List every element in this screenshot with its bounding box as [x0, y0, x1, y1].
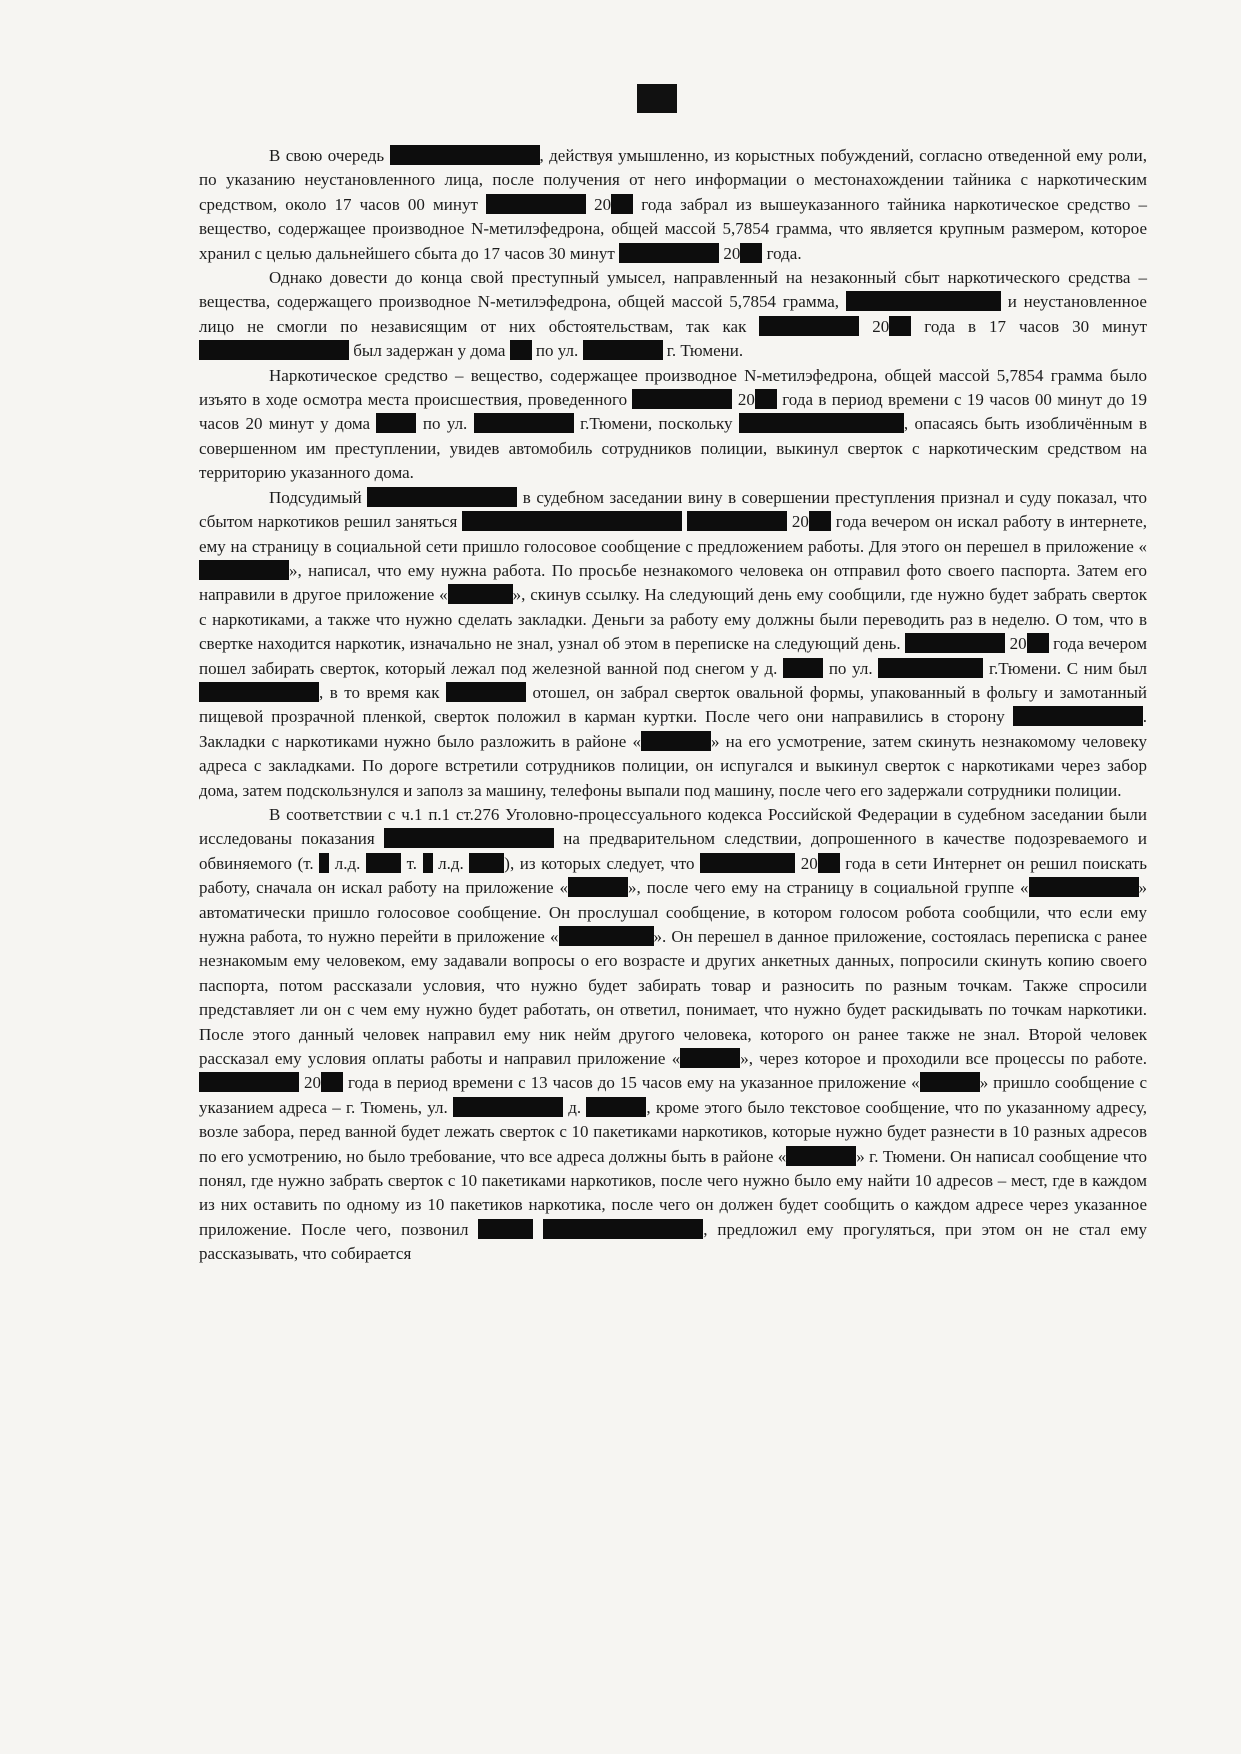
text-run: ), из которых следует, что — [504, 853, 701, 873]
text-run: » пришло сообщение с указанием адреса – г. Тюмень, ул. — [199, 1073, 1148, 1117]
redaction-box — [755, 389, 777, 409]
redaction-box — [199, 560, 289, 580]
text-run: », скинув ссылку. На следующий день ему сообщили, где нужно будет забрать сверток с наркотиками, а также что нужно сделать закладки. Деньги за работу ему должны были переводить раз в неделю. О том, что в свертке находится наркотик, изначально не знал, узнал об этом в переписке на следующий день. — [199, 585, 1147, 654]
redaction-box — [568, 877, 628, 897]
redaction-box — [700, 853, 795, 873]
text-run: » автоматически пришло голосовое сообщение. Он прослушал сообщение, в котором голосом робота сообщили, что если ему нужна работа, то нужно перейти в приложение « — [199, 878, 1148, 946]
text-run: года вечером пошел забирать сверток, который лежал под железной ванной под снегом у д. — [199, 634, 1147, 678]
redaction-box — [632, 389, 732, 409]
text-run: », написал, что ему нужна работа. По просьбе незнакомого человека он отправил фото своего паспорта. Затем его направили в другое приложение « — [199, 560, 1147, 605]
text-run: и неустановленное лицо не смогли по независящим от них обстоятельствам, так как — [199, 292, 1147, 336]
redaction-box — [559, 926, 654, 946]
redaction-box — [846, 291, 1001, 311]
redaction-box — [423, 853, 433, 873]
text-run: В свою очередь — [269, 146, 390, 165]
redaction-box — [687, 511, 787, 531]
text-run: был задержан у дома — [349, 341, 510, 361]
redaction-box — [199, 1072, 299, 1092]
text-run: 20 — [787, 512, 809, 532]
redaction-box — [446, 682, 526, 702]
text-run: . Закладки с наркотиками нужно было разложить в районе « — [199, 707, 1147, 751]
text-run: года в 17 часов 30 минут — [911, 316, 1148, 336]
redaction-box — [462, 511, 682, 531]
text-run: , опасаясь быть изобличённым в совершенном им преступлении, увидев автомобиль сотрудников полиции, выкинул сверток с наркотическим средством на территорию указанного дома. — [199, 414, 1148, 483]
text-run: по ул. — [823, 658, 879, 678]
paragraph — [199, 486, 1147, 803]
text-run: , кроме этого было текстовое сообщение, что по указанному адресу, возле забора, перед ванной будет лежать сверток с 10 пакетиками наркотиков, которые нужно будет разнести в 10 разных адресов по его усмотрению, но было требование, что все адреса должны быть в районе « — [199, 1097, 1147, 1166]
text-run: 20 — [719, 243, 741, 263]
redaction-box — [1013, 706, 1143, 726]
text-run: , действуя умышленно, из корыстных побуждений, согласно отведенной ему роли, по указанию неустановленного лица, после получения от него информации о местонахождении тайника с наркотическим средством, около 17 часов 00 минут — [199, 146, 1148, 214]
text-run: Наркотическое средство – вещество, содержащее производное N-метилэфедрона, общей массой 5,7854 грамма было изъято в ходе осмотра места происшествия, проведенного — [199, 365, 1147, 410]
redaction-box — [384, 828, 554, 848]
redaction-box — [474, 413, 574, 433]
redaction-box — [376, 413, 416, 433]
text-run: Подсудимый — [269, 487, 368, 507]
text-run: года в период времени с 19 часов 00 минут до 19 часов 20 минут у дома — [199, 390, 1148, 434]
redaction-box — [453, 1097, 563, 1117]
text-run: 20 — [859, 316, 890, 336]
document-body — [199, 144, 1147, 1267]
redacted-page-number — [637, 84, 677, 113]
redaction-box — [367, 487, 517, 507]
text-run: » г. Тюмени. Он написал сообщение что понял, где нужно забрать сверток с 10 пакетиками наркотиков, после чего нужно было ему найти 10 адресов – мест, где в каждом из них оставить по одному из 10 пакетиков наркотика, после чего он должен будет сообщить о каждом адресе через указанное приложение. После чего, позвонил — [199, 1146, 1147, 1239]
text-run: на предварительном следствии, допрошенного в качестве подозреваемого и обвиняемого (т. — [199, 829, 1147, 873]
text-run: 20 — [795, 853, 818, 873]
text-run: года. — [762, 243, 802, 263]
redaction-box — [680, 1048, 740, 1068]
text-run: 20 — [732, 390, 755, 410]
redaction-box — [740, 243, 762, 263]
text-run: , в то время как — [319, 682, 447, 702]
redaction-box — [905, 633, 1005, 653]
redaction-box — [759, 316, 859, 336]
text-run: », через которое и проходили все процессы по работе. — [740, 1049, 1147, 1069]
text-run: отошел, он забрал сверток овальной формы, упакованный в фольгу и замотанный пищевой прозрачной пленкой, сверток положил в карман куртки. После чего они направились в сторону — [199, 682, 1147, 727]
redaction-box — [448, 584, 513, 604]
redaction-box — [818, 853, 840, 873]
text-run: 20 — [1005, 634, 1027, 654]
text-run: Однако довести до конца свой преступный умысел, направленный на незаконный сбыт наркотического средства – вещества, содержащего производное N-метилэфедрона, общей массой 5,7854 грамма, — [199, 268, 1147, 312]
redaction-box — [611, 194, 633, 214]
redaction-box — [543, 1219, 703, 1239]
redaction-box — [783, 658, 823, 678]
text-run: года вечером он искал работу в интернете, ему на страницу в социальной сети пришло голосовое сообщение с предложением работы. Для этого он перешел в приложение « — [199, 512, 1148, 556]
redaction-box — [786, 1146, 856, 1166]
redaction-box — [390, 145, 540, 165]
text-run: д. — [562, 1097, 587, 1117]
text-run: т. — [401, 853, 423, 873]
paragraph — [199, 803, 1147, 1267]
text-run: 20 — [299, 1073, 321, 1093]
text-run: года в сети Интернет он решил поискать работу, сначала он искал работу на приложение « — [199, 853, 1148, 898]
redaction-box — [469, 853, 504, 873]
text-run: года в период времени с 13 часов до 15 часов ему на указанное приложение « — [342, 1073, 920, 1093]
text-run — [533, 1220, 543, 1239]
text-run: » на его усмотрение, затем скинуть незнакомому человеку адреса с закладками. По дороге встретили сотрудников полиции, он испугался и выкинул сверток с наркотиками через забор дома, затем подскользнулся и заполз за машину, телефоны выпали под машину, после чего его задержали сотрудники полиции. — [199, 731, 1148, 800]
paragraph — [199, 266, 1147, 364]
redaction-box — [1029, 877, 1139, 897]
redaction-box — [583, 340, 663, 360]
text-run: по ул. — [531, 341, 583, 361]
redaction-box — [586, 1097, 646, 1117]
text-run: года забрал из вышеуказанного тайника наркотическое средство – вещество, содержащее производное N-метилэфедрона, общей массой 5,7854 грамма, что является крупным размером, которое хранил с целью дальнейшего сбыта до 17 часов 30 минут — [199, 194, 1147, 263]
text-run: », после чего ему на страницу в социальной группе « — [628, 878, 1029, 898]
redaction-box — [199, 340, 349, 360]
text-run: по ул. — [416, 414, 474, 434]
redaction-box — [878, 658, 983, 678]
redaction-box — [486, 194, 586, 214]
redaction-box — [321, 1072, 343, 1092]
redaction-box — [889, 316, 911, 336]
text-run: г. Тюмени. — [662, 341, 744, 361]
text-run: В соответствии с ч.1 п.1 ст.276 Уголовно-процессуального кодекса Российской Федерации в судебном заседании были исследованы показания — [199, 804, 1147, 849]
text-run: г.Тюмени. С ним был — [983, 658, 1147, 678]
redaction-box — [478, 1219, 533, 1239]
text-run: ». Он перешел в данное приложение, состоялась переписка с ранее незнакомым ему человеком, ему задавали вопросы о его возрасте и других анкетных данных, попросили скинуть копию своего паспорта, потом рассказали условия, что нужно будет забирать товар и разносить по разным точкам. Также спросили представляет ли он с чем ему нужно будет работать, он ответил, понимает, что нужно будет раскидывать по точкам наркотики. После этого данный человек направил ему ник нейм другого человека, которого он ранее также не знал. Второй человек рассказал ему условия оплаты работы и направил приложение « — [199, 927, 1147, 1069]
redaction-box — [510, 340, 532, 360]
text-run: в судебном заседании вину в совершении преступления признал и суду показал, что сбытом наркотиков решил заняться — [199, 487, 1147, 532]
paragraph — [199, 364, 1147, 486]
redaction-box — [319, 853, 329, 873]
text-run: г.Тюмени, поскольку — [573, 414, 739, 434]
redaction-box — [1027, 633, 1049, 653]
redaction-box — [199, 682, 319, 702]
redaction-box — [366, 853, 401, 873]
redaction-box — [641, 731, 711, 751]
text-run: , предложил ему прогуляться, при этом он не стал ему рассказывать, что собирается — [199, 1219, 1148, 1264]
text-run: л.д. — [329, 853, 366, 873]
redaction-box — [739, 413, 904, 433]
redaction-box — [920, 1072, 980, 1092]
text-run: 20 — [586, 194, 612, 214]
redaction-box — [619, 243, 719, 263]
redaction-box — [809, 511, 831, 531]
text-run: л.д. — [432, 853, 470, 873]
paragraph — [199, 144, 1147, 266]
